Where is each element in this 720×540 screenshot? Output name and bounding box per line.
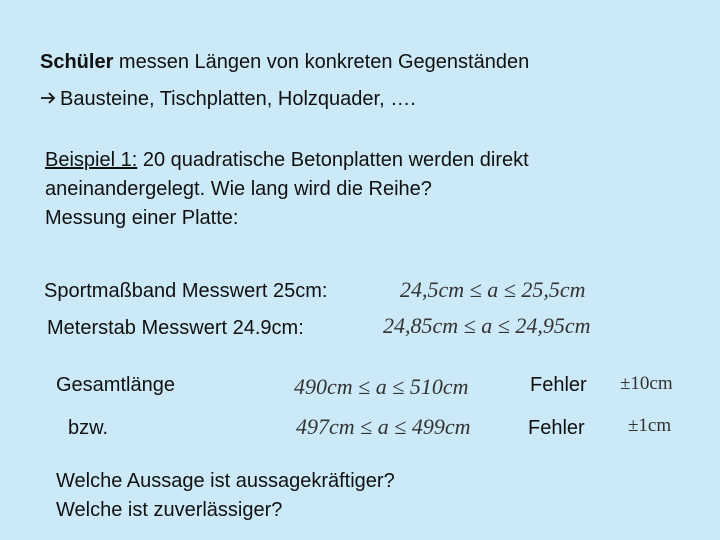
example-label: Beispiel 1: [45,149,138,171]
example-line-3: Messung einer Platte: [45,207,239,229]
right-arrow-icon [40,87,56,111]
measurement-label-tape: Sportmaßband Messwert 25cm: [44,280,328,302]
intro-line-1-text: messen Längen von konkreten Gegenständen [118,51,530,73]
error-label-1: Fehler [530,374,587,396]
intro-subject: Schüler [40,51,114,73]
example-line-1 [45,148,529,172]
measurement-label-ruler: Meterstab Messwert 24.9cm: [47,317,304,339]
intro-examples: Bausteine, Tischplatten, Holzquader, …. [60,88,416,110]
question-2: Welche ist zuverlässiger? [56,499,283,521]
example-line-1-text: 20 quadratische Betonplatten werden direkt [142,149,529,171]
measurement-range-tape: 24,5cm ≤ a ≤ 25,5cm [400,277,586,302]
intro-line-2 [40,87,416,111]
error-label-2: Fehler [528,417,585,439]
question-1: Welche Aussage ist aussagekräftiger? [56,470,395,492]
example-line-2: aneinandergelegt. Wie lang wird die Reihe? [45,178,432,200]
intro-line-1 [40,50,529,74]
total-range-1: 490cm ≤ a ≤ 510cm [294,374,469,399]
total-label-length: Gesamtlänge [56,374,175,396]
error-value-2: ±1cm [628,415,672,436]
total-label-or: bzw. [68,417,109,439]
total-range-2: 497cm ≤ a ≤ 499cm [296,414,471,439]
measurement-range-ruler: 24,85cm ≤ a ≤ 24,95cm [383,313,591,338]
error-value-1: ±10cm [620,373,673,394]
